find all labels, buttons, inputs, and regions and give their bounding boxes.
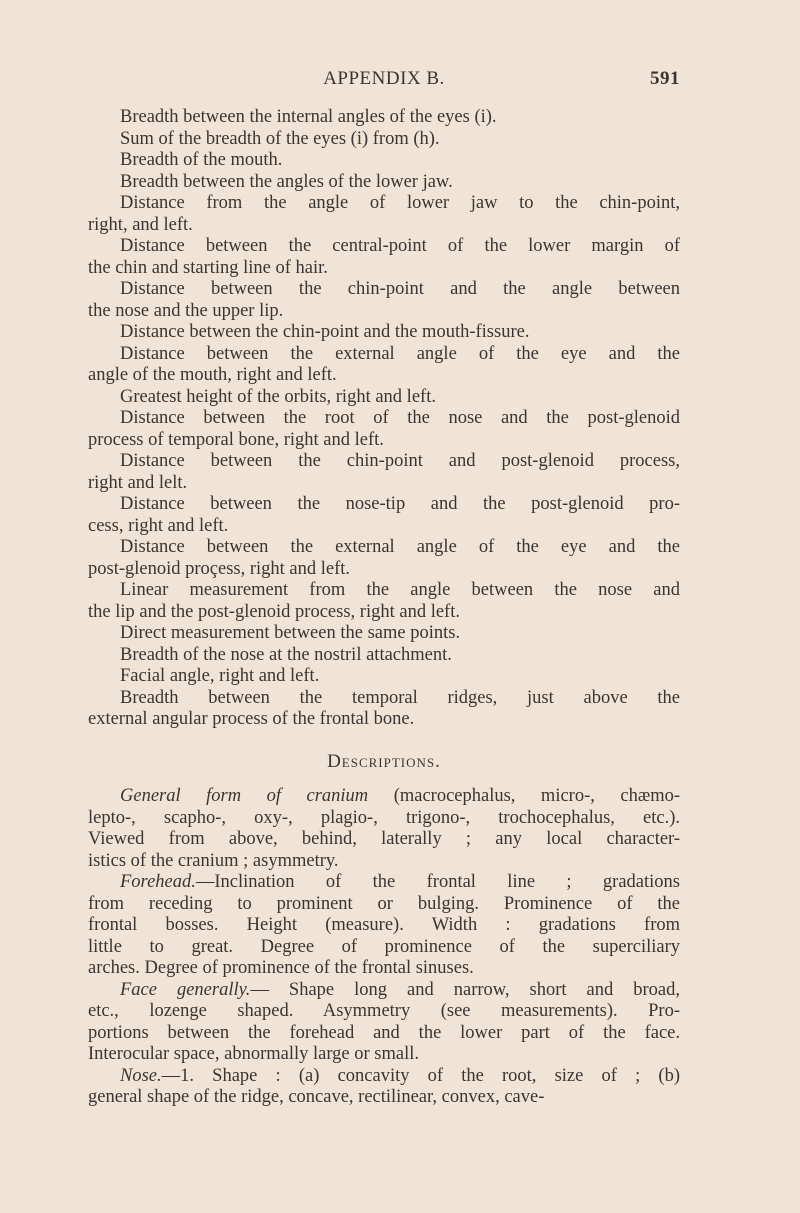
text-line: Distance between the chin-point and the mouth-fissure. [120,322,530,342]
text-line: arches. Degree of prominence of the frontal sinuses. [88,958,474,978]
text-line: istics of the cranium ; asymmetry. [88,850,339,871]
text-line: post-glenoid proçess, right and left. [88,558,351,579]
text-line: little to great. Degree of prominence of the superciliary [88,936,680,957]
text-line: Breadth between the angles of the lower jaw. [120,171,453,192]
text-line: etc., lozenge shaped. Asymmetry (see measurements). Pro- [88,1001,680,1021]
text-line [88,786,680,808]
text-line: Distance between the central-point of the lower margin of [120,236,680,256]
paragraph-text: — Shape long and narrow, short and broad, [250,979,680,1000]
measurement-item [88,666,680,688]
text-line: frontal bosses. Height (measure). Width : gradations from [88,915,680,935]
text-line: Facial angle, right and left. [120,666,320,686]
text-line: angle of the mouth, right and left. [88,365,337,385]
text-line: right and lelt. [88,472,188,493]
measurement-item [88,322,680,344]
description-paragraph [88,786,680,872]
measurement-item [88,580,680,623]
text-line: Linear measurement from the angle between the nose and [120,580,680,600]
measurement-item [88,387,680,409]
text-line: Distance between the chin-point and post-glenoid process, [120,451,680,471]
text-line: Viewed from above, behind, laterally ; any local character- [88,829,680,849]
text-line: process of temporal bone, right and left. [88,429,384,450]
text-line: from receding to prominent or bulging. Prominence of the [88,893,680,914]
measurement-item [88,193,680,236]
text-line: Distance between the nose-tip and the post-glenoid pro- [120,494,680,514]
paragraph-text: (macrocephalus, micro-, chæmo- [368,786,680,806]
paragraph-text: —Inclination of the frontal line ; gradations [195,872,680,892]
text-line: Direct measurement between the same points. [120,623,461,643]
text-line: Greatest height of the orbits, right and left. [120,386,436,407]
text-line: Distance between the external angle of the eye and the [120,343,680,364]
text-line: general shape of the ridge, concave, rectilinear, convex, cave- [88,1087,545,1107]
text-line: external angular process of the frontal bone. [88,709,415,729]
text-line: Sum of the breadth of the eyes (i) from (h). [120,128,440,149]
text-line: Distance from the angle of lower jaw to the chin-point, [120,193,680,213]
text-line: the chin and starting line of hair. [88,257,328,278]
description-paragraph [88,980,680,1066]
text-line: cess, right and left. [88,515,229,536]
text-line: Breadth between the internal angles of the eyes (i). [120,107,497,127]
text-line [88,872,680,894]
text-line: the nose and the upper lip. [88,300,284,321]
text-line: Breadth of the mouth. [120,150,283,170]
text-line: the lip and the post-glenoid process, right and left. [88,601,460,622]
page-number: 591 [650,68,680,89]
running-header [88,68,680,92]
text-line [88,1066,680,1088]
measurement-item [88,172,680,194]
measurement-item [88,688,680,731]
measurement-item [88,494,680,537]
text-line: portions between the forehead and the lower part of the face. [88,1022,680,1043]
text-line: Distance between the external angle of the eye and the [120,537,680,557]
measurement-item [88,150,680,172]
text-line: Breadth between the temporal ridges, just above the [120,687,680,708]
text-line: lepto-, scapho-, oxy-, plagio-, trigono-, trochocephalus, etc.). [88,807,680,828]
running-title: APPENDIX B. [323,68,445,89]
measurement-list [88,107,680,731]
paragraph-lead: Face generally. [120,979,251,1000]
section-heading: Descriptions. [327,750,441,772]
paragraph-lead: General form of cranium [120,786,369,806]
measurement-item [88,537,680,580]
descriptions-section [88,786,680,1109]
measurement-item [88,623,680,645]
description-paragraph [88,1066,680,1109]
measurement-item [88,645,680,667]
paragraph-lead: Nose. [120,1065,162,1086]
paragraph-text: —1. Shape : (a) concavity of the root, size of ; (b) [161,1065,680,1086]
measurement-item [88,279,680,322]
text-line: Distance between the chin-point and the angle between [120,279,680,299]
text-line: Distance between the root of the nose and the post-glenoid [120,408,680,428]
text-line: Interocular space, abnormally large or small. [88,1044,419,1064]
page-body [88,107,680,1109]
measurement-item [88,236,680,279]
measurement-item [88,107,680,129]
measurement-item [88,344,680,387]
text-line: Breadth of the nose at the nostril attachment. [120,644,452,665]
paragraph-lead: Forehead. [120,872,196,892]
measurement-item [88,129,680,151]
measurement-item [88,451,680,494]
text-line: right, and left. [88,214,193,235]
description-paragraph [88,872,680,980]
text-line [88,980,680,1002]
measurement-item [88,408,680,451]
